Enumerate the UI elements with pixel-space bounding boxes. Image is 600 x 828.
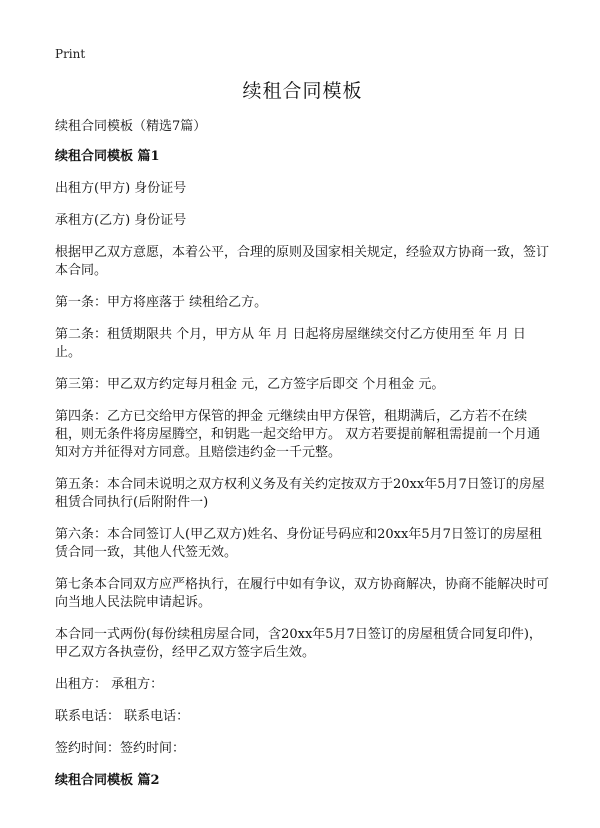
section-heading-2: 续租合同模板 篇2 <box>55 773 160 788</box>
signature-dates: 签约时间：签约时间： <box>55 741 186 756</box>
paragraph-article-7: 第七条本合同双方应严格执行，在履行中如有争议，双方协商解决，协商不能解决时可向当地人民法院申请起诉。 <box>55 577 550 610</box>
paragraph-article-4: 第四条：乙方已交给甲方保管的押金 元继续由甲方保管，租期满后，乙方若不在续租，则无条件将房屋腾空，和钥匙一起交给甲方。 双方若要提前解租需提前一个月通知对方并征得对方同意。且赔偿违约金一千元整。 <box>55 409 541 460</box>
paragraph-lessor: 出租方(甲方) 身份证号 <box>55 181 187 196</box>
print-link[interactable]: Print <box>55 47 86 61</box>
document-subtitle: 续租合同模板（精选7篇） <box>55 119 207 134</box>
section-heading-1: 续租合同模板 篇1 <box>55 149 160 164</box>
paragraph-article-6: 第六条：本合同签订人(甲乙双方)姓名、身份证号码应和20xx年5月7日签订的房屋租赁合同一致，其他人代签无效。 <box>55 527 542 560</box>
signature-phones: 联系电话： 联系电话： <box>55 709 190 724</box>
paragraph-article-1: 第一条：甲方将座落于 续租给乙方。 <box>55 295 268 310</box>
paragraph-article-3: 第三第：甲乙双方约定每月租金 元，乙方签字后即交 个月租金 元。 <box>55 377 445 392</box>
paragraph-article-5: 第五条：本合同未说明之双方权利义务及有关约定按双方于20xx年5月7日签订的房屋租赁合同执行(后附附件一) <box>55 477 545 510</box>
document-title: 续租合同模板 <box>242 80 363 102</box>
paragraph-copies: 本合同一式两份(每份续租房屋合同，含20xx年5月7日签订的房屋租赁合同复印件)，甲乙双方各执壹份，经甲乙双方签字后生效。 <box>55 627 542 660</box>
paragraph-article-2: 第二条：租赁期限共 个月，甲方从 年 月 日起将房屋继续交付乙方使用至 年 月 日止。 <box>55 327 526 360</box>
paragraph-preamble: 根据甲乙双方意愿，本着公平，合理的原则及国家相关规定，经验双方协商一致，签订本合同。 <box>55 245 550 278</box>
paragraph-lessee: 承租方(乙方) 身份证号 <box>55 213 187 228</box>
signature-parties: 出租方： 承租方： <box>55 677 164 692</box>
document-body <box>55 78 550 804</box>
